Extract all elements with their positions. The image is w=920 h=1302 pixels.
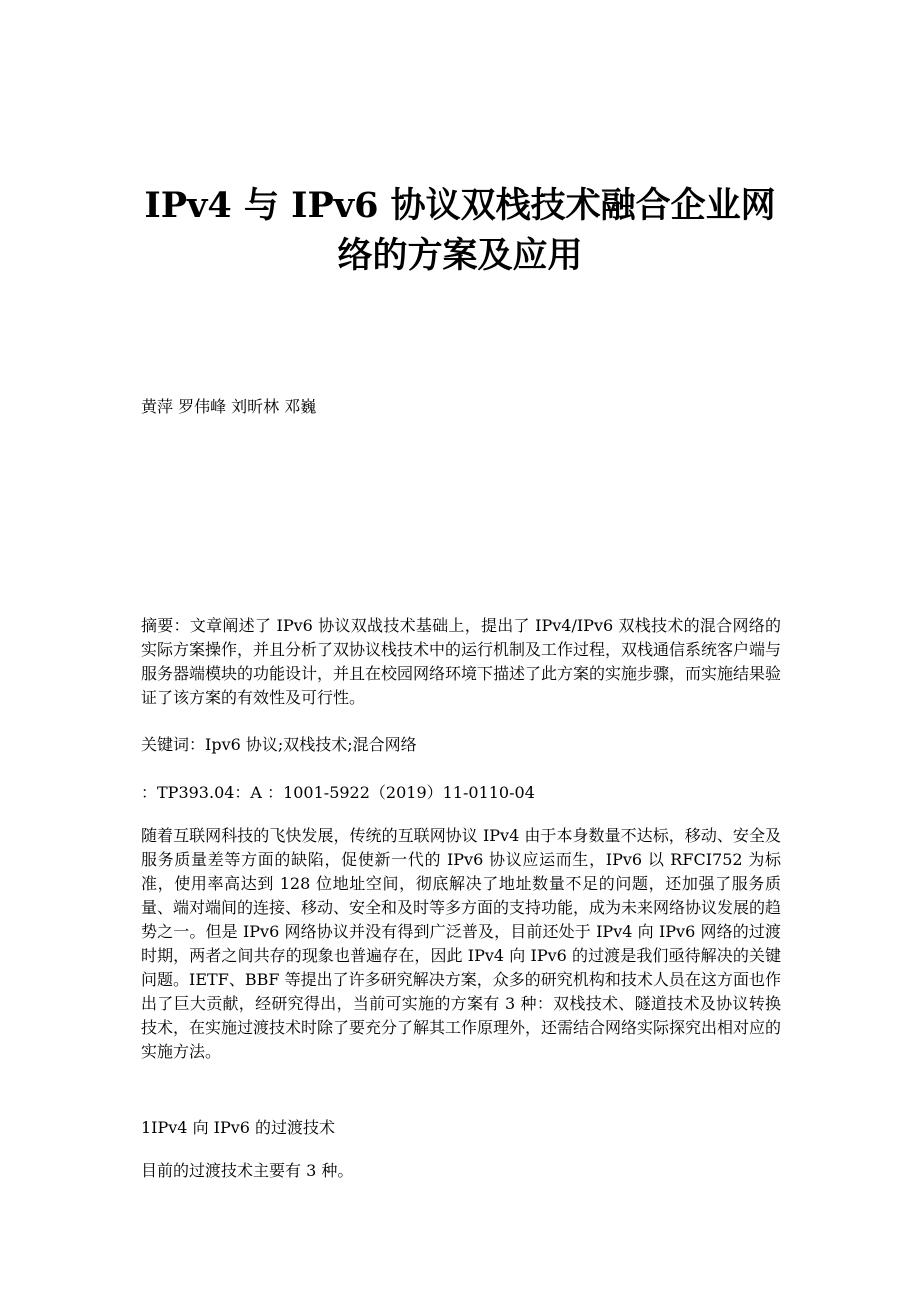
title-line-1: IPv4 与 IPv6 协议双栈技术融合企业网 — [144, 185, 776, 226]
author-list: 黄萍 罗伟峰 刘昕林 邓巍 — [141, 397, 317, 416]
keywords-line: 关键词：Ipv6 协议;双栈技术;混合网络 — [141, 735, 417, 754]
section-heading: 1IPv4 向 IPv6 的过渡技术 — [141, 1118, 336, 1137]
title-line-2: 络的方案及应用 — [337, 235, 583, 276]
intro-paragraph: 随着互联网科技的飞快发展，传统的互联网协议 IPv4 由于本身数量不达标，移动、安全及服务质量差等方面的缺陷，促使新一代的 IPv6 协议应运而生，IPv6 以 RFCI752 为标准，使用率高达到 128 位地址空间，彻底解决了地址数量不足的问题，还加强了服务质量、端对端间的连接、移动、安全和及时等多方面的支持功能，成为未来网络协议发展的趋势之一。但是 IPv6 网络协议并没有得到广泛普及，目前还处于 IPv4 向 IPv6 网络的过渡时期，两者之间共存的现象也普遍存在，因此 IPv4 向 IPv6 的过渡是我们亟待解决的关键问题。IETF、BBF 等提出了许多研究解决方案，众多的研究机构和技术人员在这方面也作出了巨大贡献，经研究得出，当前可实施的方案有 3 种：双栈技术、隧道技术及协议转换技术，在实施过渡技术时除了要充分了解其工作原理外，还需结合网络实际探究出相对应的实施方法。 — [141, 826, 782, 1061]
abstract-paragraph: 摘要：文章阐述了 IPv6 协议双战技术基础上，提出了 IPv4/IPv6 双栈技术的混合网络的实际方案操作，并且分析了双协议栈技术中的运行机制及工作过程，双栈通信系统客户端与服务器端模块的功能设计，并且在校园网络环境下描述了此方案的实施步骤，而实施结果验证了该方案的有效性及可行性。 — [141, 616, 782, 707]
section-paragraph: 目前的过渡技术主要有 3 种。 — [141, 1161, 354, 1180]
paper-title — [120, 181, 800, 281]
classification-line: ：TP393.04：A ：1001-5922（2019）11-0110-04 — [141, 783, 535, 802]
